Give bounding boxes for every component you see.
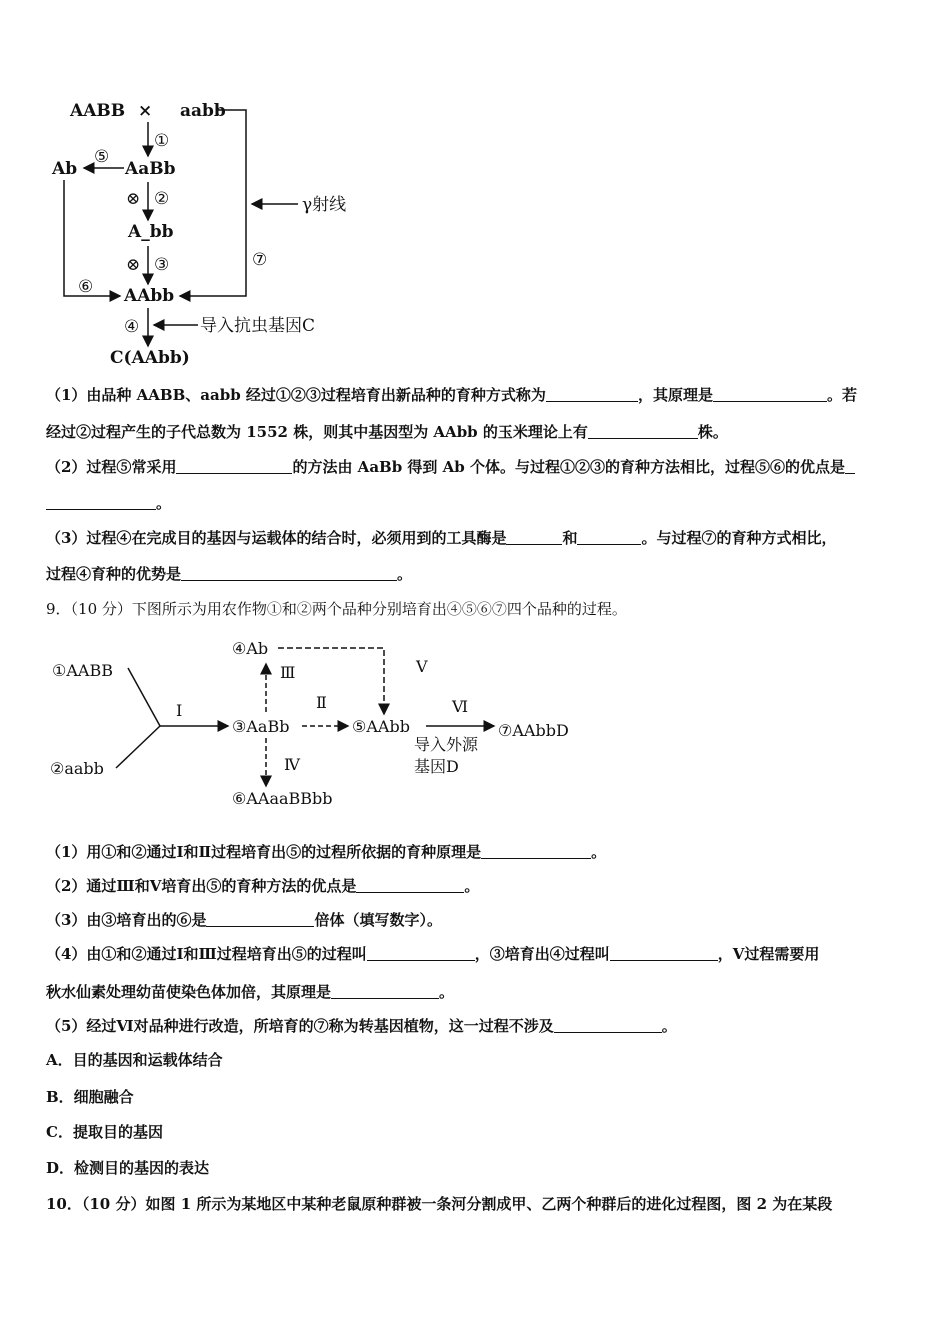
node-6-aaaabbbb: ⑥AAaaBBbb [232,789,333,808]
node-7-aabbd: ⑦AAbbD [498,721,569,740]
breeding-diagram-2 [40,628,600,818]
route-iv-label: Ⅳ [284,755,300,774]
answer-blank[interactable] [367,944,475,961]
answer-blank[interactable] [46,493,156,510]
line-from-node-1 [128,668,160,726]
answer-blank[interactable] [181,564,397,581]
q10-header: 10．（10 分）如图 1 所示为某地区中某种老鼠原种群被一条河分割成甲、乙两个种群后的进化过程图，图 2 为在某段 [46,1195,833,1213]
gene-d-label-line2: 基因D [414,757,459,776]
node-3-aabb: ③AaBb [232,717,290,736]
route-ii-label: Ⅱ [316,693,327,712]
answer-blank[interactable] [610,944,718,961]
answer-blank[interactable] [577,528,641,545]
q8-part3-line2: 过程④育种的优势是 。 [46,565,413,583]
step-3-label: ③ [154,255,170,275]
haploid-ab: Ab [52,159,78,179]
answer-blank[interactable] [554,1016,662,1033]
step-7-label: ⑦ [252,250,268,270]
q8-part1-line1: （1）由品种 AABB、aabb 经过①②③过程培育出新品种的育种方式称为 ，其原理是 。若 [46,386,857,404]
node-4-ab: ④Ab [232,639,269,658]
node-2-aabb: ②aabb [50,759,104,778]
final-c-aabb: C(AAbb) [110,348,190,368]
answer-blank[interactable] [713,385,827,402]
route-vi-label: Ⅵ [452,697,469,716]
q9-part5: （5）经过Ⅵ对品种进行改造，所培育的⑦称为转基因植物，这一过程不涉及 。 [46,1017,677,1035]
breeding-diagram-1 [40,90,400,380]
answer-blank[interactable] [588,422,698,439]
step-4-label: ④ [124,317,140,337]
answer-blank[interactable] [206,910,314,927]
gamma-ray-label: γ射线 [302,195,347,215]
q8-part2-line1: （2）过程⑤常采用 的方法由 AaBb 得到 Ab 个体。与过程①②③的育种方法相比，过程⑤⑥的优点是 [46,456,910,478]
target-aabb: AAbb [124,286,175,306]
arrow-step-7 [180,110,246,296]
f1-aabb: AaBb [125,159,176,179]
step-1-label: ① [154,131,170,151]
step-5-label: ⑤ [94,147,110,167]
node-5-aabb: ⑤AAbb [352,717,410,736]
parent-aabb-dominant: AABB [70,101,126,121]
selfing-symbol-2: ⊗ [126,255,141,275]
answer-blank[interactable] [546,385,638,402]
answer-blank[interactable] [481,842,591,859]
node-1-aabb: ①AABB [52,661,113,680]
q9-option-d[interactable]: D．检测目的基因的表达 [46,1159,210,1177]
q9-part1: （1）用①和②通过Ⅰ和Ⅱ过程培育出⑤的过程所依据的育种原理是 。 [46,843,607,861]
q8-part2-line2: 。 [46,492,910,514]
line-from-node-2 [116,726,160,768]
route-v-label: Ⅴ [416,657,428,676]
step-2-label: ② [154,189,170,209]
q8-part1-line2: 经过②过程产生的子代总数为 1552 株，则其中基因型为 AAbb 的玉米理论上有 株。 [46,423,728,441]
q9-part3: （3）由③培育出的⑥是 倍体（填写数字）。 [46,911,442,929]
q9-part4-line1: （4）由①和②通过Ⅰ和Ⅲ过程培育出⑤的过程叫 ，③培育出④过程叫 ，Ⅴ过程需要用 [46,945,820,963]
selfing-symbol-1: ⊗ [126,189,141,209]
q9-option-b[interactable]: B．细胞融合 [46,1088,134,1106]
parent-aabb-recessive: aabb [180,101,226,121]
q9-part2: （2）通过Ⅲ和Ⅴ培育出⑤的育种方法的优点是 。 [46,877,480,895]
route-iii-label: Ⅲ [280,663,296,682]
answer-blank[interactable] [506,528,562,545]
q9-option-a[interactable]: A．目的基因和运载体结合 [46,1051,223,1069]
answer-blank[interactable] [331,982,439,999]
cross-symbol: × [138,101,153,121]
answer-blank[interactable] [845,457,855,474]
q9-part4-line2: 秋水仙素处理幼苗使染色体加倍，其原理是 。 [46,983,455,1001]
gene-d-label-line1: 导入外源 [414,735,479,754]
answer-blank[interactable] [176,457,292,474]
f2-a-bb: A_bb [128,222,174,242]
route-i-label: Ⅰ [176,701,183,720]
answer-blank[interactable] [356,876,464,893]
q8-part3-line1: （3）过程④在完成目的基因与运载体的结合时，必须用到的工具酶是 和 。与过程⑦的育种方式相比， [46,529,837,547]
step-6-label: ⑥ [78,277,94,297]
gene-c-label: 导入抗虫基因C [200,316,316,336]
q9-option-c[interactable]: C．提取目的基因 [46,1123,163,1141]
q9-header: 9．（10 分）下图所示为用农作物①和②两个品种分别培育出④⑤⑥⑦四个品种的过程。 [46,600,627,618]
